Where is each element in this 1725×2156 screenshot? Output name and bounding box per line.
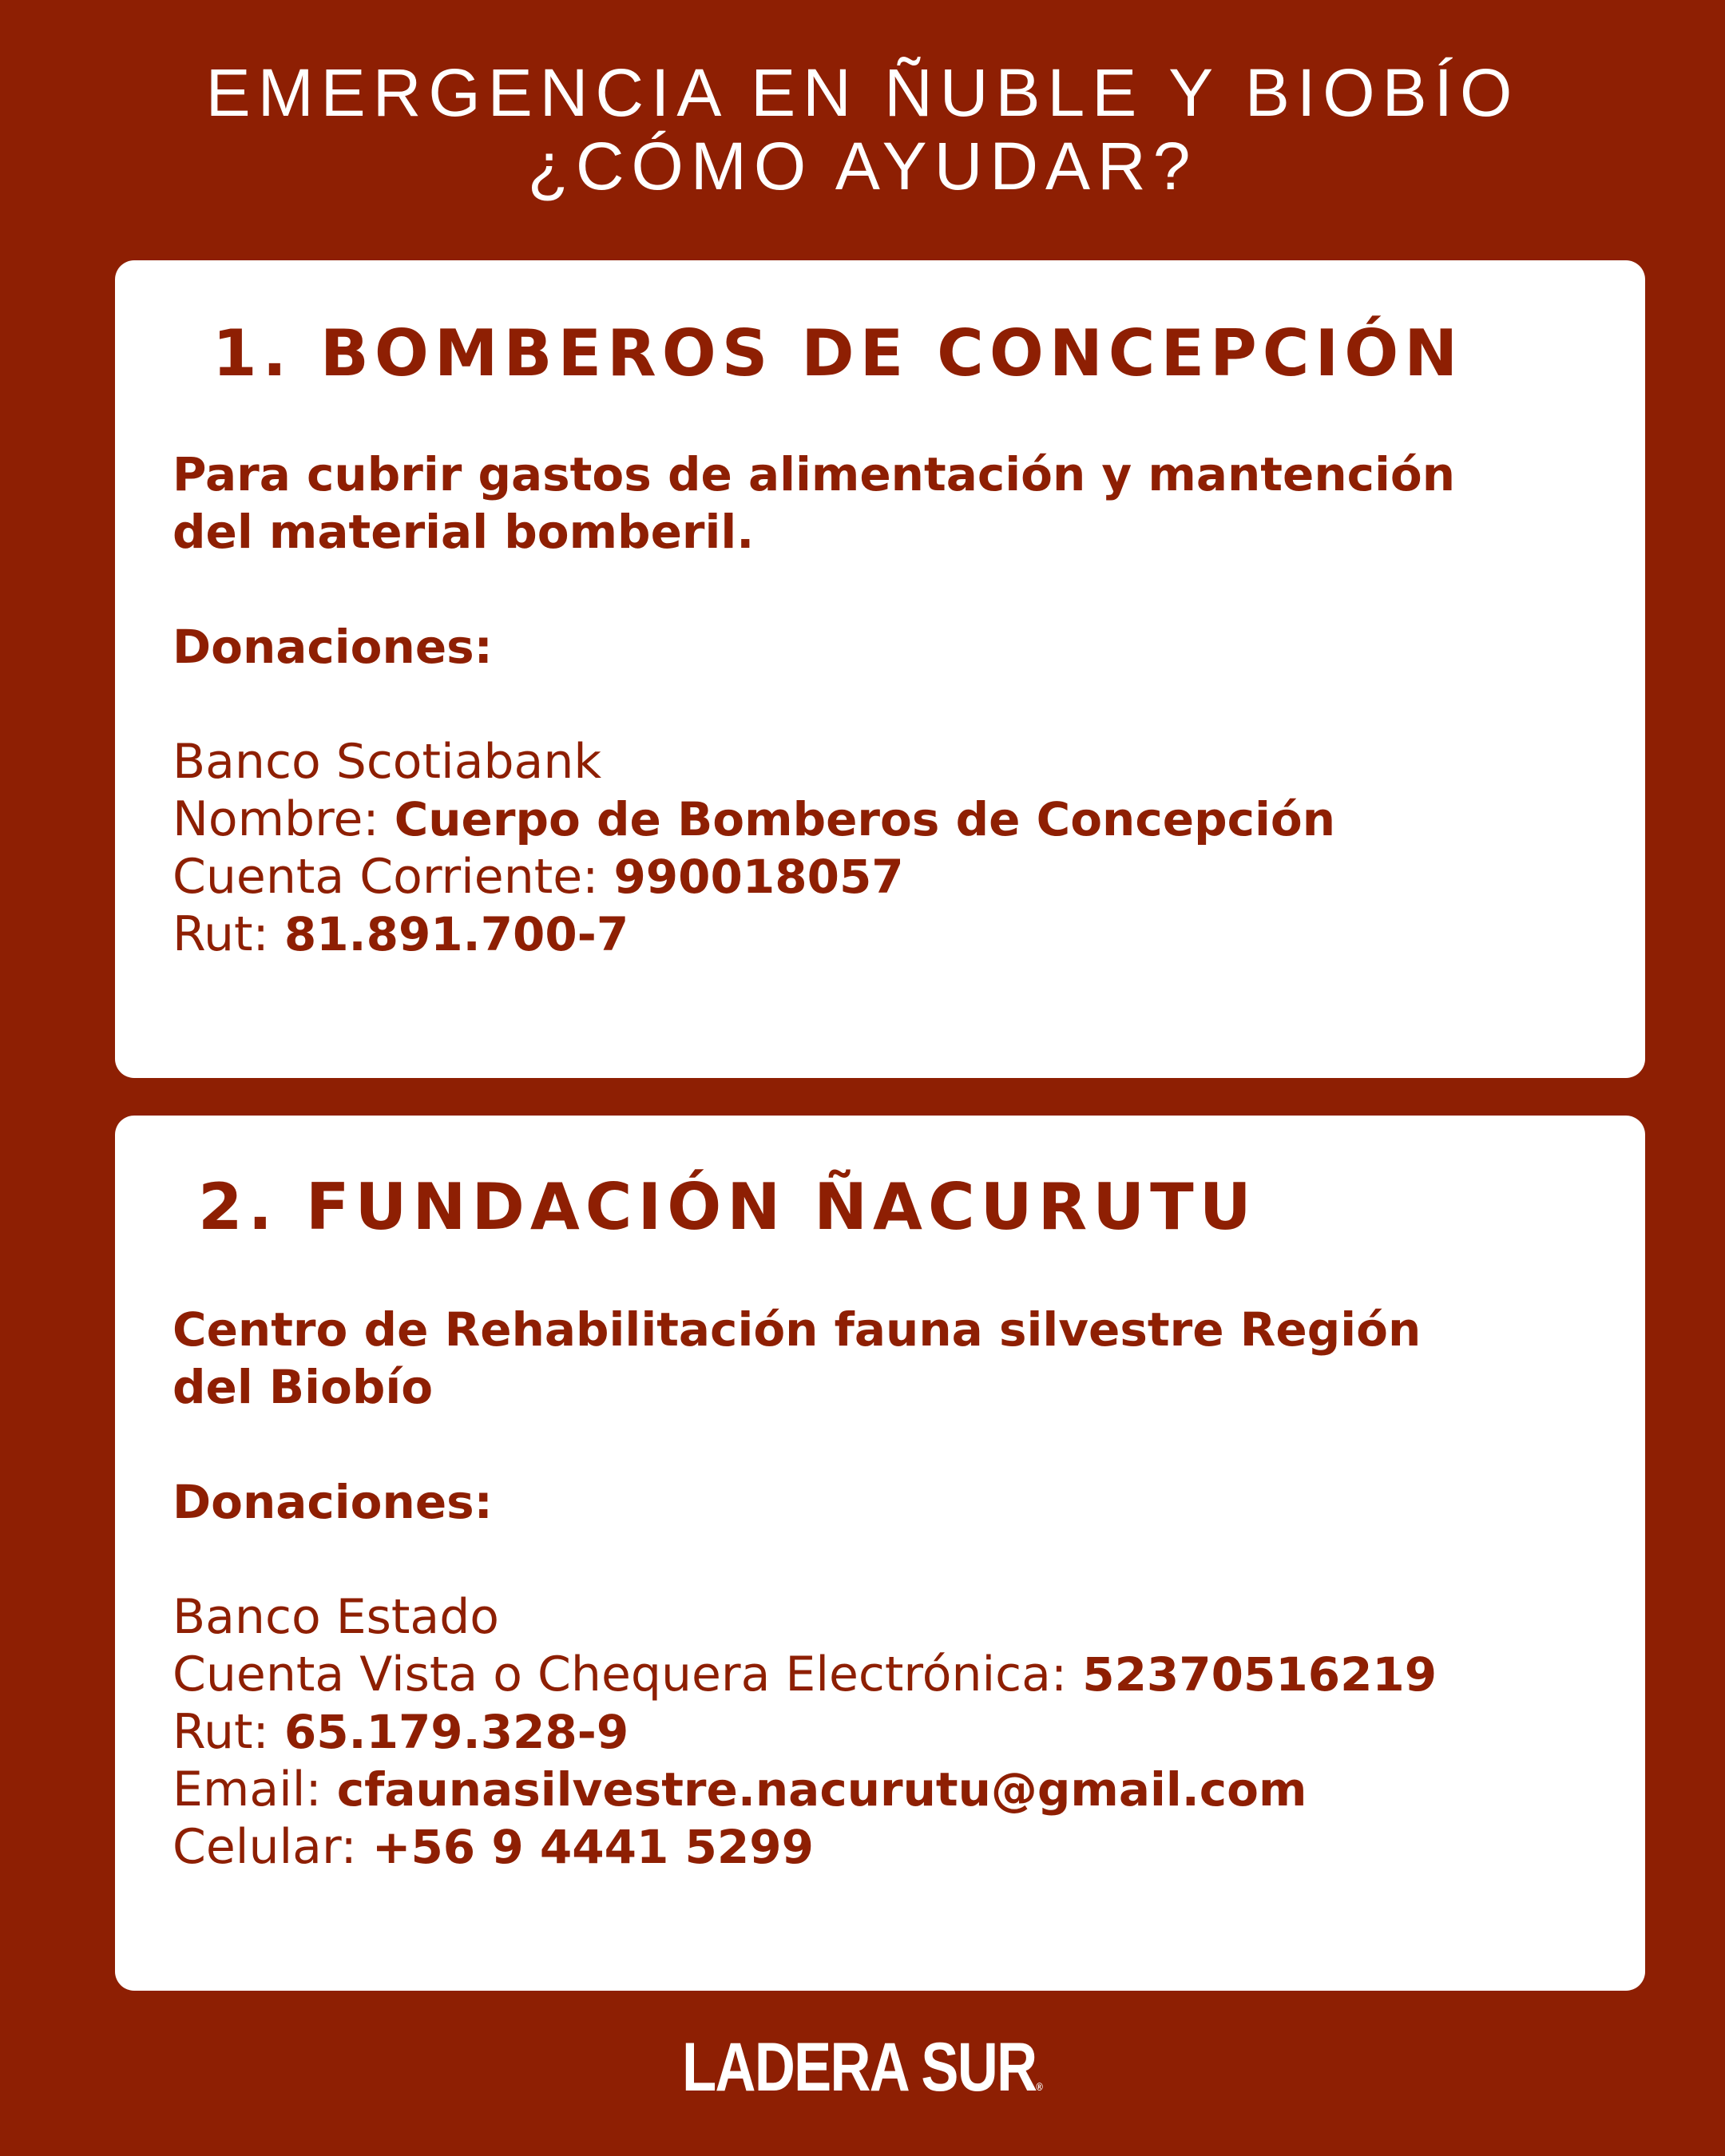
registered-mark-icon: ® (1036, 2080, 1043, 2093)
detail-value: 65.179.328-9 (284, 1705, 629, 1759)
header-subtitle: ¿CÓMO AYUDAR? (527, 129, 1198, 204)
detail-value: cfaunasilvestre.nacurutu@gmail.com (336, 1762, 1307, 1817)
detail-label: Nombre: (172, 791, 395, 847)
card-title: 1. BOMBEROS DE CONCEPCIÓN (212, 316, 1464, 390)
detail-row-email (172, 1761, 1437, 1818)
detail-value: Cuerpo de Bomberos de Concepción (394, 792, 1335, 846)
detail-value: 52370516219 (1082, 1647, 1438, 1702)
detail-value: 990018057 (613, 850, 904, 904)
detail-row-nombre (172, 791, 1335, 848)
detail-value: 81.891.700-7 (284, 907, 629, 961)
detail-label: Celular: (172, 1819, 372, 1875)
bank-name: Banco Scotiabank (172, 734, 602, 790)
ladera-sur-logo (155, 2028, 1569, 2107)
detail-row-cuenta (172, 848, 1335, 906)
page-header (0, 56, 1725, 203)
detail-label: Rut: (172, 906, 284, 962)
donations-label: Donaciones: (172, 620, 493, 674)
detail-row-celular (172, 1818, 1437, 1876)
donation-details (172, 733, 1335, 963)
card-description (172, 1301, 1610, 1416)
detail-label: Cuenta Corriente: (172, 849, 614, 905)
description-line: Centro de Rehabilitación fauna silvestre Región (172, 1302, 1422, 1357)
detail-value: +56 9 4441 5299 (371, 1820, 814, 1874)
detail-row-cuenta (172, 1646, 1437, 1703)
card-title: 2. FUNDACIÓN ÑACURUTU (198, 1170, 1257, 1244)
donation-card-nacurutu (115, 1116, 1645, 1991)
logo-text: LADERA SUR (682, 2029, 1037, 2106)
bank-name: Banco Estado (172, 1589, 499, 1645)
header-title: EMERGENCIA EN ÑUBLE Y BIOBÍO (205, 55, 1520, 130)
donations-label: Donaciones: (172, 1475, 493, 1529)
description-line: Para cubrir gastos de alimentación y mantención (172, 447, 1456, 501)
detail-row-rut (172, 906, 1335, 963)
description-line: del Biobío (172, 1360, 434, 1414)
detail-label: Email: (172, 1762, 337, 1817)
donation-details (172, 1588, 1437, 1876)
detail-row-rut (172, 1703, 1437, 1761)
donation-card-bomberos (115, 260, 1645, 1078)
detail-label: Rut: (172, 1704, 284, 1760)
card-description (172, 446, 1610, 561)
description-line: del material bomberil. (172, 505, 755, 559)
detail-label: Cuenta Vista o Chequera Electrónica: (172, 1647, 1083, 1702)
